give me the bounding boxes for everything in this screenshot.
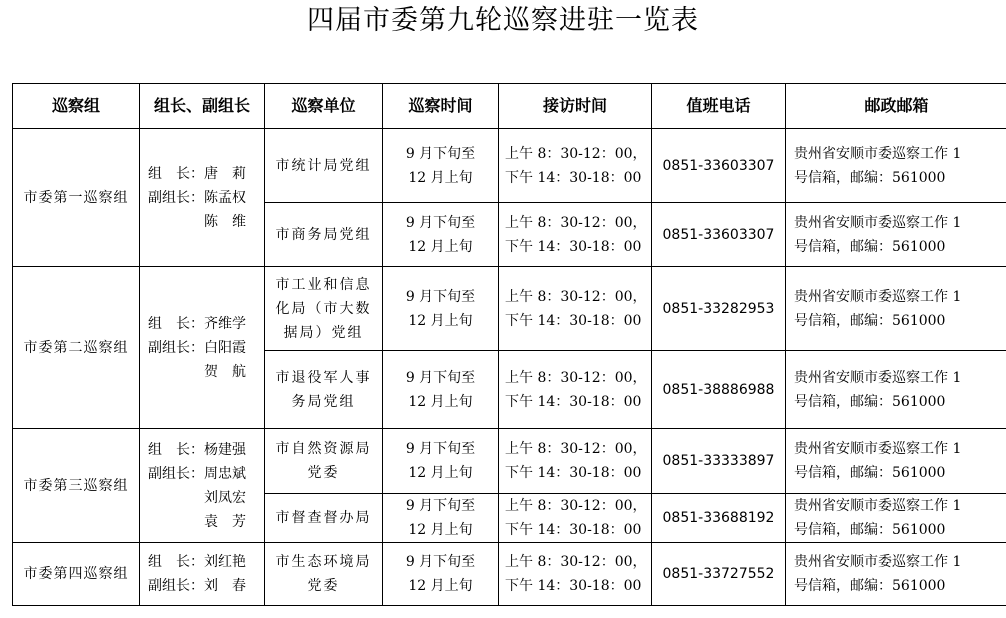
table-row [13,129,1006,203]
cell-line: 贵州省安顺市委巡察工作 1 [794,288,962,305]
unit-cell [265,267,383,351]
cell-line: 下午 14：30-18：00 [505,238,642,255]
leaders-cell [140,129,265,267]
cell-line: 党委 [307,578,340,594]
visit-time-cell [499,351,652,429]
cell-line: 贵州省安顺市委巡察工作 1 [794,441,962,457]
cell-line: 下午 14：30-18：00 [505,465,642,481]
header-leaders: 组长、副组长 [140,84,265,129]
cell-line: 组 长：齐维学 [148,315,246,332]
cell-line: 12 月上旬 [408,169,473,186]
cell-line: 上午 8：30-12：00， [505,288,647,305]
time-cell [383,267,499,351]
mailbox-cell [786,429,1006,494]
time-cell [383,129,499,203]
mailbox-cell [786,351,1006,429]
phone-cell: 0851-33282953 [652,267,786,351]
cell-line: 副组长：周忠斌 [148,465,246,482]
cell-line: 9 月下旬至 [405,288,476,305]
cell-line: 刘凤宏 [148,489,246,506]
time-cell [383,203,499,267]
unit-cell [265,351,383,429]
cell-line: 上午 8：30-12：00， [505,441,647,457]
phone-cell: 0851-33333897 [652,429,786,494]
cell-line: 市商务局党组 [275,226,372,243]
cell-line: 组 长：刘红艳 [148,554,246,570]
cell-line: 务局党组 [291,393,356,410]
group-name-cell: 市委第三巡察组 [13,429,140,543]
cell-line: 市退役军人事 [275,369,372,386]
cell-line: 副组长：白阳霞 [148,339,246,356]
cell-line: 9 月下旬至 [405,145,476,162]
cell-line: 组 长：唐 莉 [148,165,246,182]
cell-line: 9 月下旬至 [405,498,476,514]
cell-line: 号信箱，邮编：561000 [794,465,946,481]
time-cell [383,351,499,429]
cell-line: 贵州省安顺市委巡察工作 1 [794,369,962,386]
cell-line: 号信箱，邮编：561000 [794,393,946,410]
cell-line: 9 月下旬至 [405,214,476,231]
cell-line: 下午 14：30-18：00 [505,393,642,410]
cell-line: 袁 芳 [148,513,246,530]
group-name-cell: 市委第四巡察组 [13,543,140,606]
leaders-cell [140,543,265,606]
cell-line: 号信箱，邮编：561000 [794,169,946,186]
mailbox-cell [786,203,1006,267]
group-name-cell: 市委第一巡察组 [13,129,140,267]
inspection-table [12,83,1006,606]
phone-cell: 0851-38886988 [652,351,786,429]
visit-time-cell [499,543,652,606]
time-cell [383,494,499,543]
cell-line: 9 月下旬至 [405,554,476,570]
cell-line: 上午 8：30-12：00， [505,145,647,162]
cell-line: 9 月下旬至 [405,369,476,386]
visit-time-cell [499,494,652,543]
cell-line: 副组长：陈孟权 [148,189,246,206]
unit-cell [265,543,383,606]
table-row [13,267,1006,351]
cell-line: 市统计局党组 [275,157,372,174]
cell-line: 贵州省安顺市委巡察工作 1 [794,145,962,162]
cell-line: 上午 8：30-12：00， [505,498,647,514]
cell-line: 号信箱，邮编：561000 [794,578,946,594]
unit-cell [265,203,383,267]
cell-line: 12 月上旬 [408,578,473,594]
header-visit-time: 接访时间 [499,84,652,129]
unit-cell [265,429,383,494]
cell-line: 组 长：杨建强 [148,441,246,458]
time-cell [383,543,499,606]
cell-line: 12 月上旬 [408,393,473,410]
cell-line: 据局）党组 [283,324,364,341]
visit-time-cell [499,429,652,494]
visit-time-cell [499,203,652,267]
cell-line: 12 月上旬 [408,238,473,255]
cell-line: 上午 8：30-12：00， [505,369,647,386]
header-group: 巡察组 [13,84,140,129]
cell-line: 市工业和信息 [275,276,372,293]
unit-cell [265,494,383,543]
cell-line: 上午 8：30-12：00， [505,214,647,231]
table-row [13,429,1006,494]
cell-line: 市生态环境局 [275,554,372,570]
header-phone: 值班电话 [652,84,786,129]
cell-line: 9 月下旬至 [405,441,476,457]
cell-line: 下午 14：30-18：00 [505,578,642,594]
cell-line: 下午 14：30-18：00 [505,522,642,538]
leaders-cell [140,429,265,543]
cell-line: 贺 航 [148,363,246,380]
cell-line: 贵州省安顺市委巡察工作 1 [794,554,962,570]
header-mailbox: 邮政邮箱 [786,84,1006,129]
mailbox-cell [786,543,1006,606]
unit-cell [265,129,383,203]
mailbox-cell [786,267,1006,351]
phone-cell: 0851-33603307 [652,203,786,267]
group-name-cell: 市委第二巡察组 [13,267,140,429]
mailbox-cell [786,494,1006,543]
table-header-row [13,84,1006,129]
cell-line: 12 月上旬 [408,522,473,538]
table-body [13,129,1006,606]
header-time: 巡察时间 [383,84,499,129]
cell-line: 市自然资源局 [275,441,372,457]
page-title: 四届市委第九轮巡察进驻一览表 [307,5,699,36]
cell-line: 党委 [307,465,340,481]
phone-cell: 0851-33603307 [652,129,786,203]
header-unit: 巡察单位 [265,84,383,129]
phone-cell: 0851-33727552 [652,543,786,606]
cell-line: 号信箱，邮编：561000 [794,522,946,538]
cell-line: 贵州省安顺市委巡察工作 1 [794,498,962,514]
table-row [13,543,1006,606]
cell-line: 号信箱，邮编：561000 [794,238,946,255]
cell-line: 下午 14：30-18：00 [505,312,642,329]
mailbox-cell [786,129,1006,203]
visit-time-cell [499,129,652,203]
cell-line: 12 月上旬 [408,465,473,481]
cell-line: 副组长：刘 春 [148,578,246,594]
cell-line: 号信箱，邮编：561000 [794,312,946,329]
cell-line: 上午 8：30-12：00， [505,554,647,570]
cell-line: 化局（市大数 [275,300,372,317]
leaders-cell [140,267,265,429]
time-cell [383,429,499,494]
visit-time-cell [499,267,652,351]
cell-line: 12 月上旬 [408,312,473,329]
cell-line: 陈 维 [148,213,246,230]
cell-line: 市督查督办局 [275,510,372,526]
cell-line: 下午 14：30-18：00 [505,169,642,186]
cell-line: 贵州省安顺市委巡察工作 1 [794,214,962,231]
phone-cell: 0851-33688192 [652,494,786,543]
